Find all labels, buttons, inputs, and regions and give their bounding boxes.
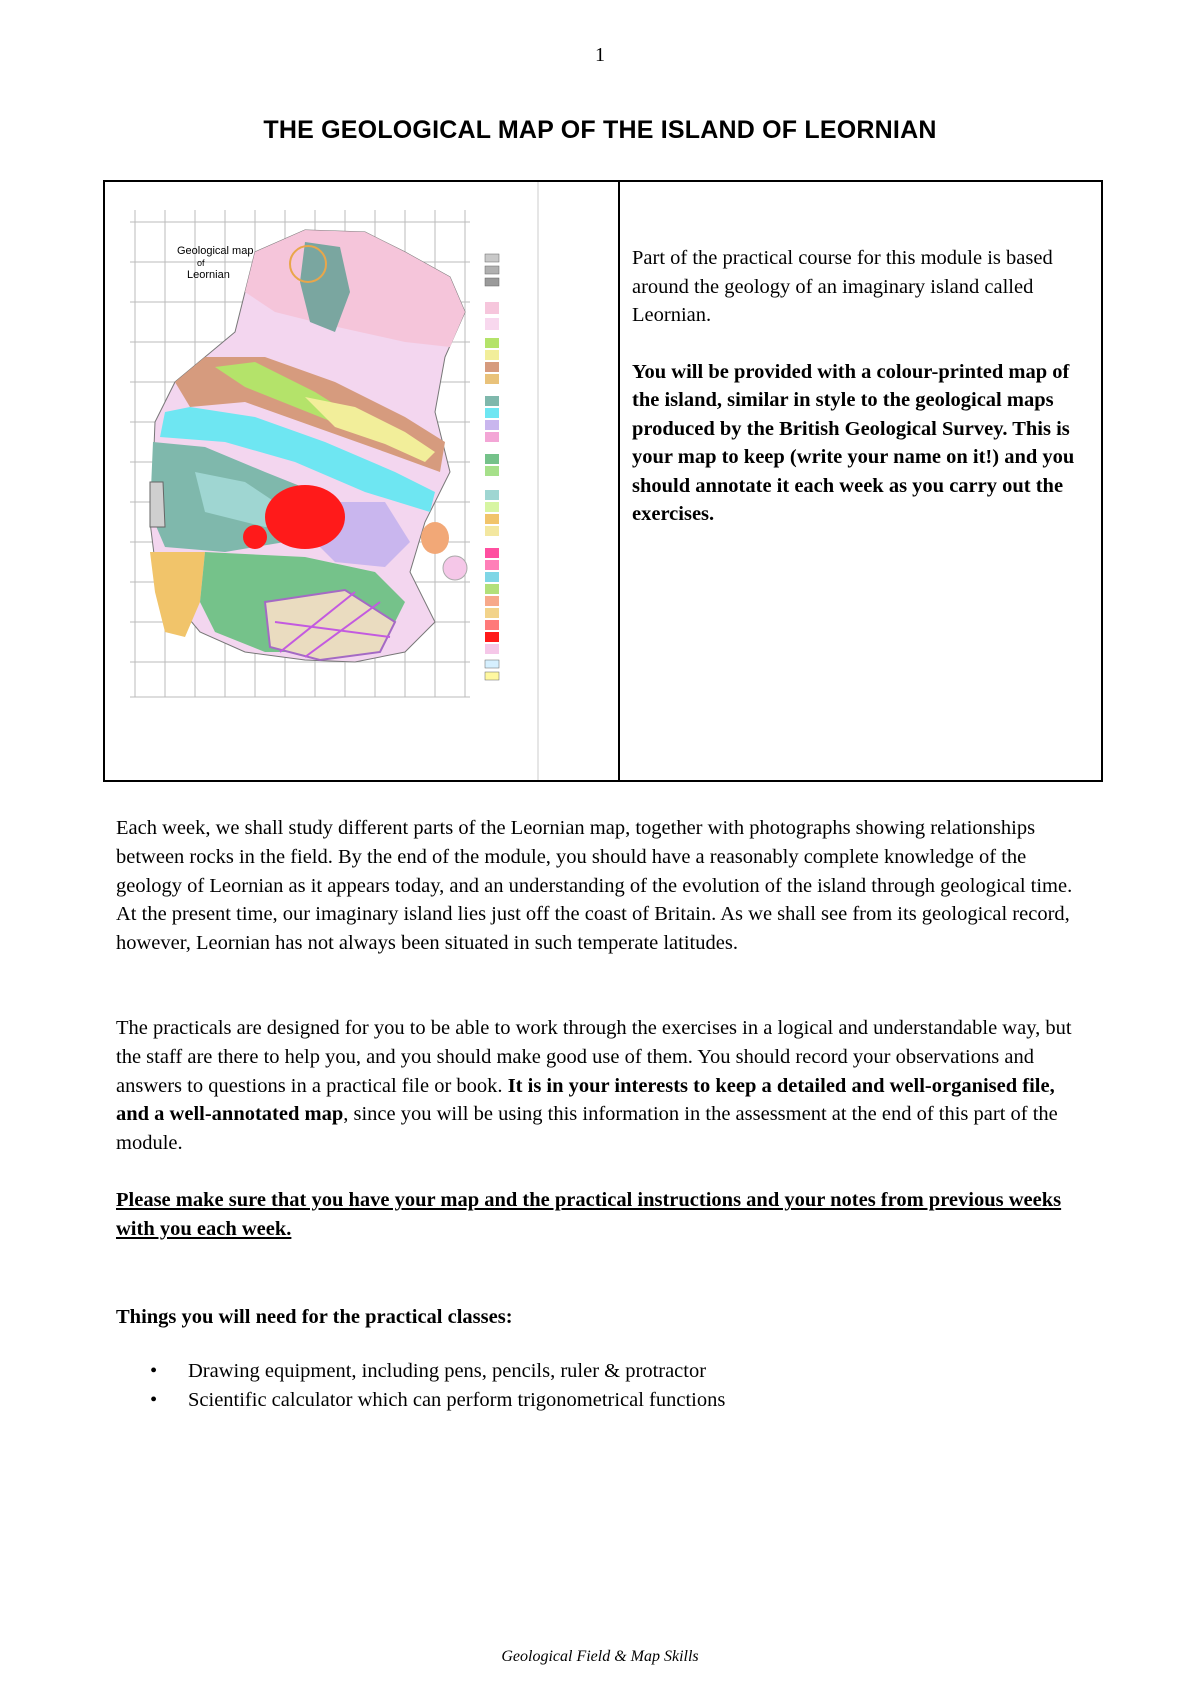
geological-map-image [105, 182, 620, 780]
reminder-note [116, 1186, 1086, 1244]
paragraph-2-bold: It is in your interests to keep a detailed and well-organised file, and a well-annotated map [116, 1074, 1055, 1126]
page-footer: Geological Field & Map Skills [501, 1648, 699, 1665]
list-item: • Scientific calculator which can perform trigonometrical functions [150, 1386, 1050, 1415]
list-item: • Drawing equipment, including pens, pencils, ruler & protractor [150, 1357, 1050, 1386]
intro-box [103, 180, 1103, 782]
paragraph-practicals [116, 1014, 1086, 1158]
intro-bold-paragraph: You will be provided with a colour-printed map of the island, similar in style to the geological maps produced by the British Geological Survey. This is your map to keep (write your name on it!) and you should annotate it each week as you carry out the exercises. [632, 360, 1075, 525]
map-label-2: of [197, 258, 205, 268]
needs-heading-text: Things you will need for the practical classes: [116, 1306, 513, 1328]
needs-heading [116, 1303, 1086, 1332]
paragraph-2-part-2: , since you will be using this information in the assessment at the end of this part of the module. [116, 1103, 1058, 1155]
page-title: THE GEOLOGICAL MAP OF THE ISLAND OF LEORNIAN [263, 116, 937, 144]
intro-text-cell [620, 182, 1101, 780]
paragraph-weekly-study [116, 814, 1086, 958]
map-figure [105, 182, 620, 780]
reminder-text: Please make sure that you have your map and the practical instructions and your notes from previous weeks with you each week. [116, 1189, 1062, 1240]
paragraph-2 [116, 1014, 1086, 1158]
paragraph-1: Each week, we shall study different parts of the Leornian map, together with photographs showing relationships between rocks in the field. By the end of the module, you should have a reasonably complete knowledge of the geology of Leornian as it appears today, and an understanding of the evolution of the island through geological time. At the present time, our imaginary island lies just off the coast of Britain. As we shall see from its geological record, however, Leornian has not always been situated in such temperate latitudes. [116, 817, 1073, 955]
paragraph-2-part-1: The practicals are designed for you to be able to work through the exercises in a logical and understandable way, but the staff are there to help you, and you should make good use of them. You should record your observations and answers to questions in a practical file or book. [116, 1017, 1072, 1097]
needs-list [150, 1357, 1050, 1415]
intro-paragraph: Part of the practical course for this module is based around the geology of an imaginary island called Leornian. [632, 247, 1053, 326]
page-number: 1 [595, 44, 605, 66]
map-label-1: Geological map [177, 245, 254, 257]
map-label-3: Leornian [187, 269, 230, 281]
